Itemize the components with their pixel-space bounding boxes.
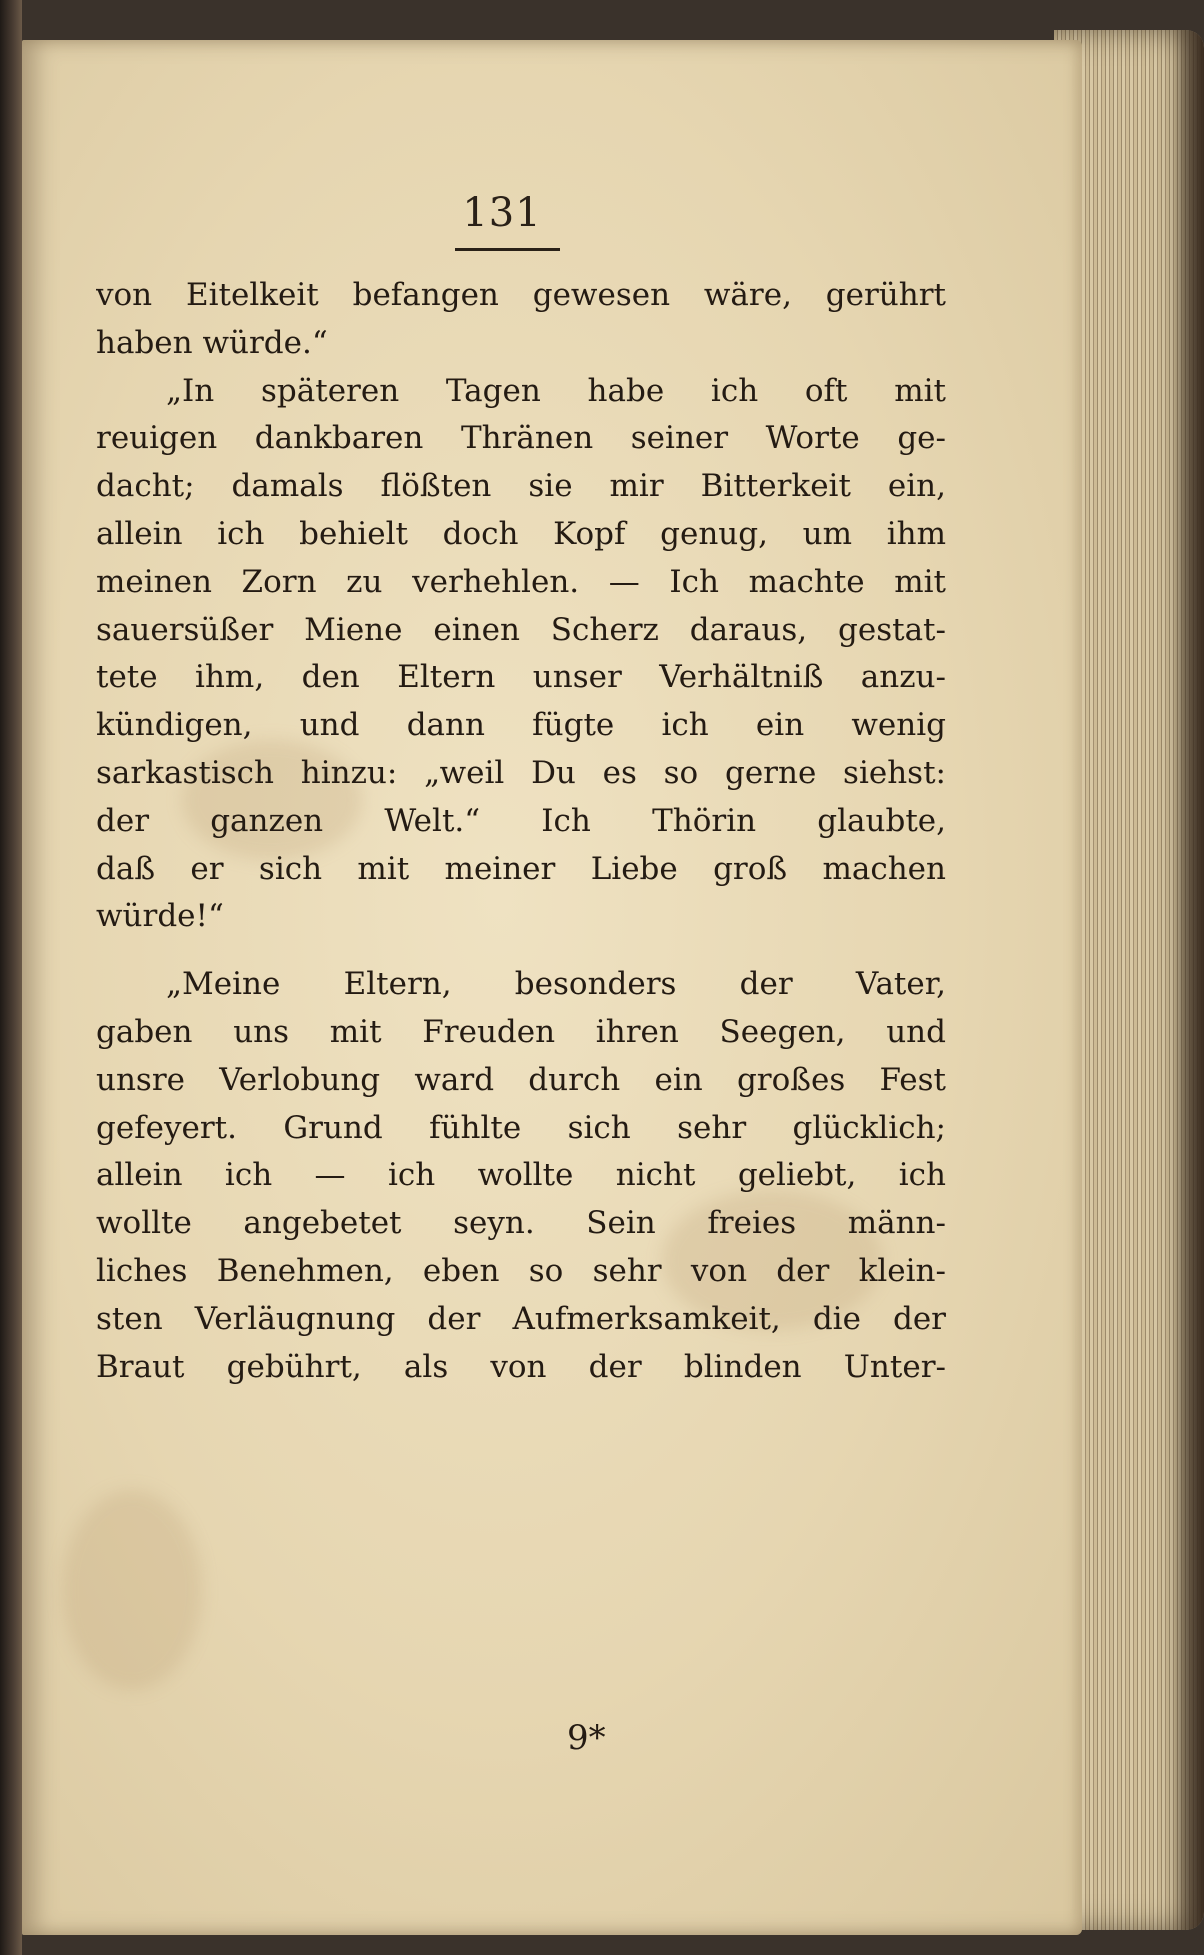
header-rule [455,248,560,251]
text-line: Braut gebührt, als von der blinden Unter- [96,1348,946,1385]
text-line: wollte angebetet seyn. Sein freies männ- [96,1205,946,1242]
book-page [22,40,1082,1935]
text-line: kündigen, und dann fügte ich ein wenig [96,707,946,744]
page-number: 131 [462,190,542,236]
text-line: daß er sich mit meiner Liebe groß machen [96,850,946,887]
text-line: „In späteren Tagen habe ich oft mit [166,372,946,409]
text-line: „Meine Eltern, besonders der Vater, [166,966,946,1003]
text-line: von Eitelkeit befangen gewesen wäre, gerührt [96,277,946,313]
text-line: reuigen dankbaren Thränen seiner Worte ge- [96,420,946,457]
text-line: gefeyert. Grund fühlte sich sehr glücklich; [96,1109,946,1146]
text-line: liches Benehmen, eben so sehr von der klein- [96,1252,946,1289]
text-line: meinen Zorn zu verhehlen. — Ich machte mit [96,563,946,600]
text-line: der ganzen Welt.“ Ich Thörin glaubte, [96,802,946,839]
text-line: allein ich — ich wollte nicht geliebt, ich [96,1157,946,1194]
text-line: würde!“ [96,898,224,935]
text-line: sten Verläugnung der Aufmerksamkeit, die der [96,1300,946,1337]
body-text [96,272,946,1391]
text-line: dacht; damals flößten sie mir Bitterkeit ein, [96,468,946,505]
book-cover-edge [0,0,22,1955]
text-line: unsre Verlobung ward durch ein großes Fest [96,1061,946,1098]
text-line: tete ihm, den Eltern unser Verhältniß anzu- [96,659,946,696]
text-line: sarkastisch hinzu: „weil Du es so gerne siehst: [96,754,946,791]
text-line: sauersüßer Miene einen Scherz daraus, gestat- [96,611,946,648]
signature-mark: 9* [567,1718,606,1758]
text-line: allein ich behielt doch Kopf genug, um ihm [96,515,946,552]
text-line: gaben uns mit Freuden ihren Seegen, und [96,1013,946,1050]
text-line: haben würde.“ [96,324,328,361]
paper-stain [62,1490,202,1690]
